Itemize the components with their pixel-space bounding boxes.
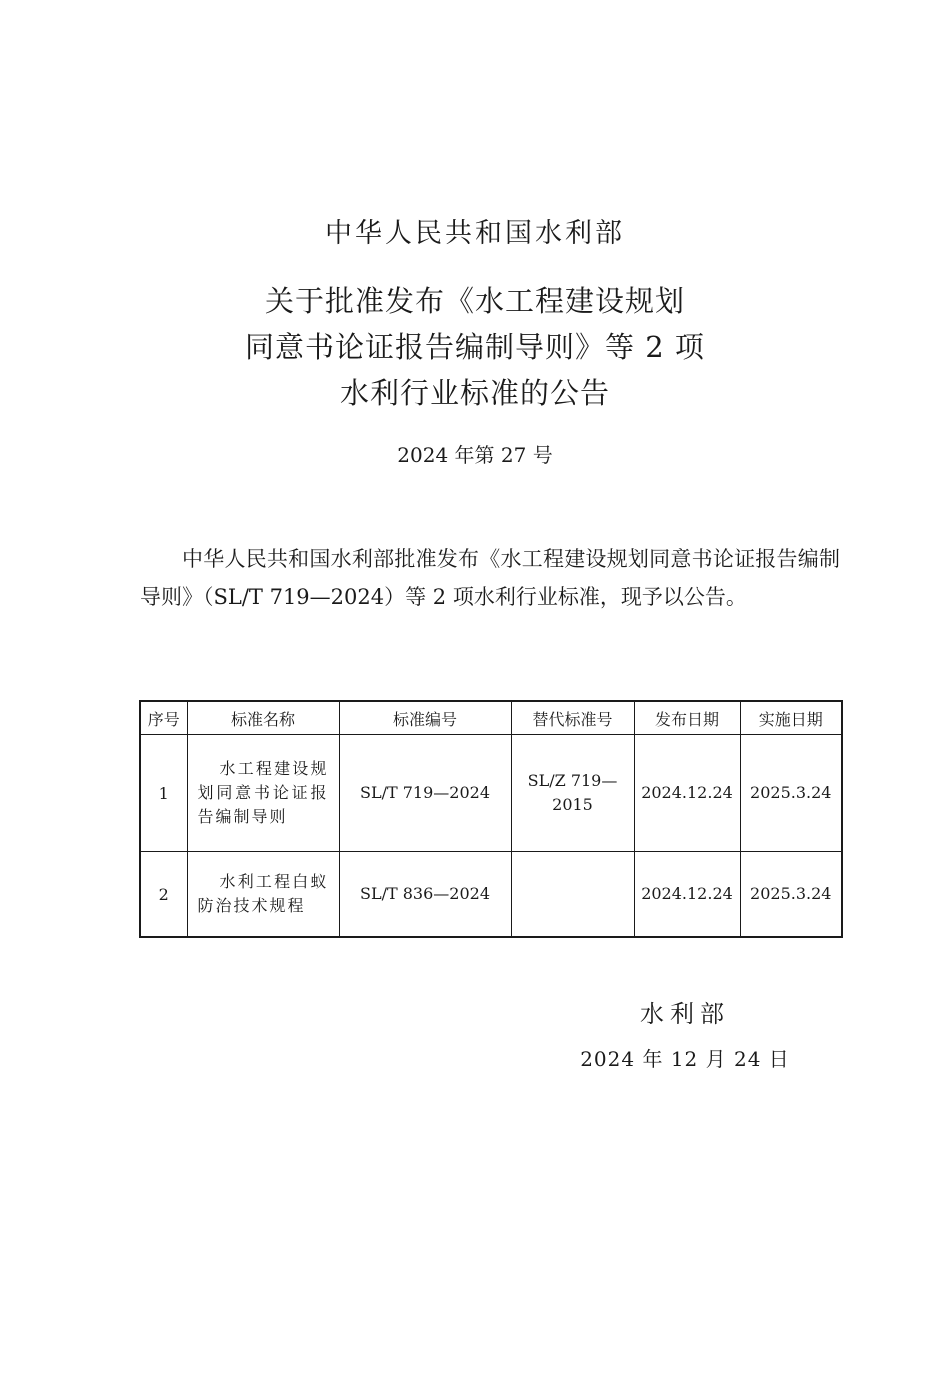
col-header-published: 发布日期 (634, 701, 740, 735)
col-header-replaces: 替代标准号 (511, 701, 634, 735)
table-row (140, 852, 842, 938)
announcement-paragraph: 中华人民共和国水利部批准发布《水工程建设规划同意书论证报告编制导则》（SL/T 719—2024）等 2 项水利行业标准，现予以公告。 (140, 547, 840, 609)
document-number: 2024 年第 27 号 (397, 443, 553, 467)
signature-org: 水利部 (640, 1000, 730, 1028)
cell-effective: 2025.3.24 (740, 735, 842, 852)
col-header-code: 标准编号 (339, 701, 511, 735)
cell-effective: 2025.3.24 (740, 852, 842, 938)
issuing-agency: 中华人民共和国水利部 (325, 218, 625, 249)
cell-code: SL/T 836—2024 (339, 852, 511, 938)
cell-name: 水利工程白蚁防治技术规程 (187, 852, 339, 938)
standards-table (139, 700, 843, 938)
col-header-no: 序号 (140, 701, 187, 735)
title-line-2: 同意书论证报告编制导则》等 2 项 (245, 330, 705, 364)
cell-published: 2024.12.24 (634, 852, 740, 938)
table-header-row (140, 701, 842, 735)
cell-published: 2024.12.24 (634, 735, 740, 852)
cell-code: SL/T 719—2024 (339, 735, 511, 852)
col-header-effective: 实施日期 (740, 701, 842, 735)
col-header-name: 标准名称 (187, 701, 339, 735)
title-line-1: 关于批准发布《水工程建设规划 (264, 284, 685, 318)
cell-replaces: SL/Z 719—2015 (511, 735, 634, 852)
title-line-3: 水利行业标准的公告 (339, 376, 610, 410)
cell-no: 2 (140, 852, 187, 938)
cell-no: 1 (140, 735, 187, 852)
cell-replaces (511, 852, 634, 938)
document-title (0, 278, 950, 416)
signature-date: 2024 年 12 月 24 日 (580, 1047, 790, 1071)
table-row (140, 735, 842, 852)
cell-name: 水工程建设规划同意书论证报告编制导则 (187, 735, 339, 852)
